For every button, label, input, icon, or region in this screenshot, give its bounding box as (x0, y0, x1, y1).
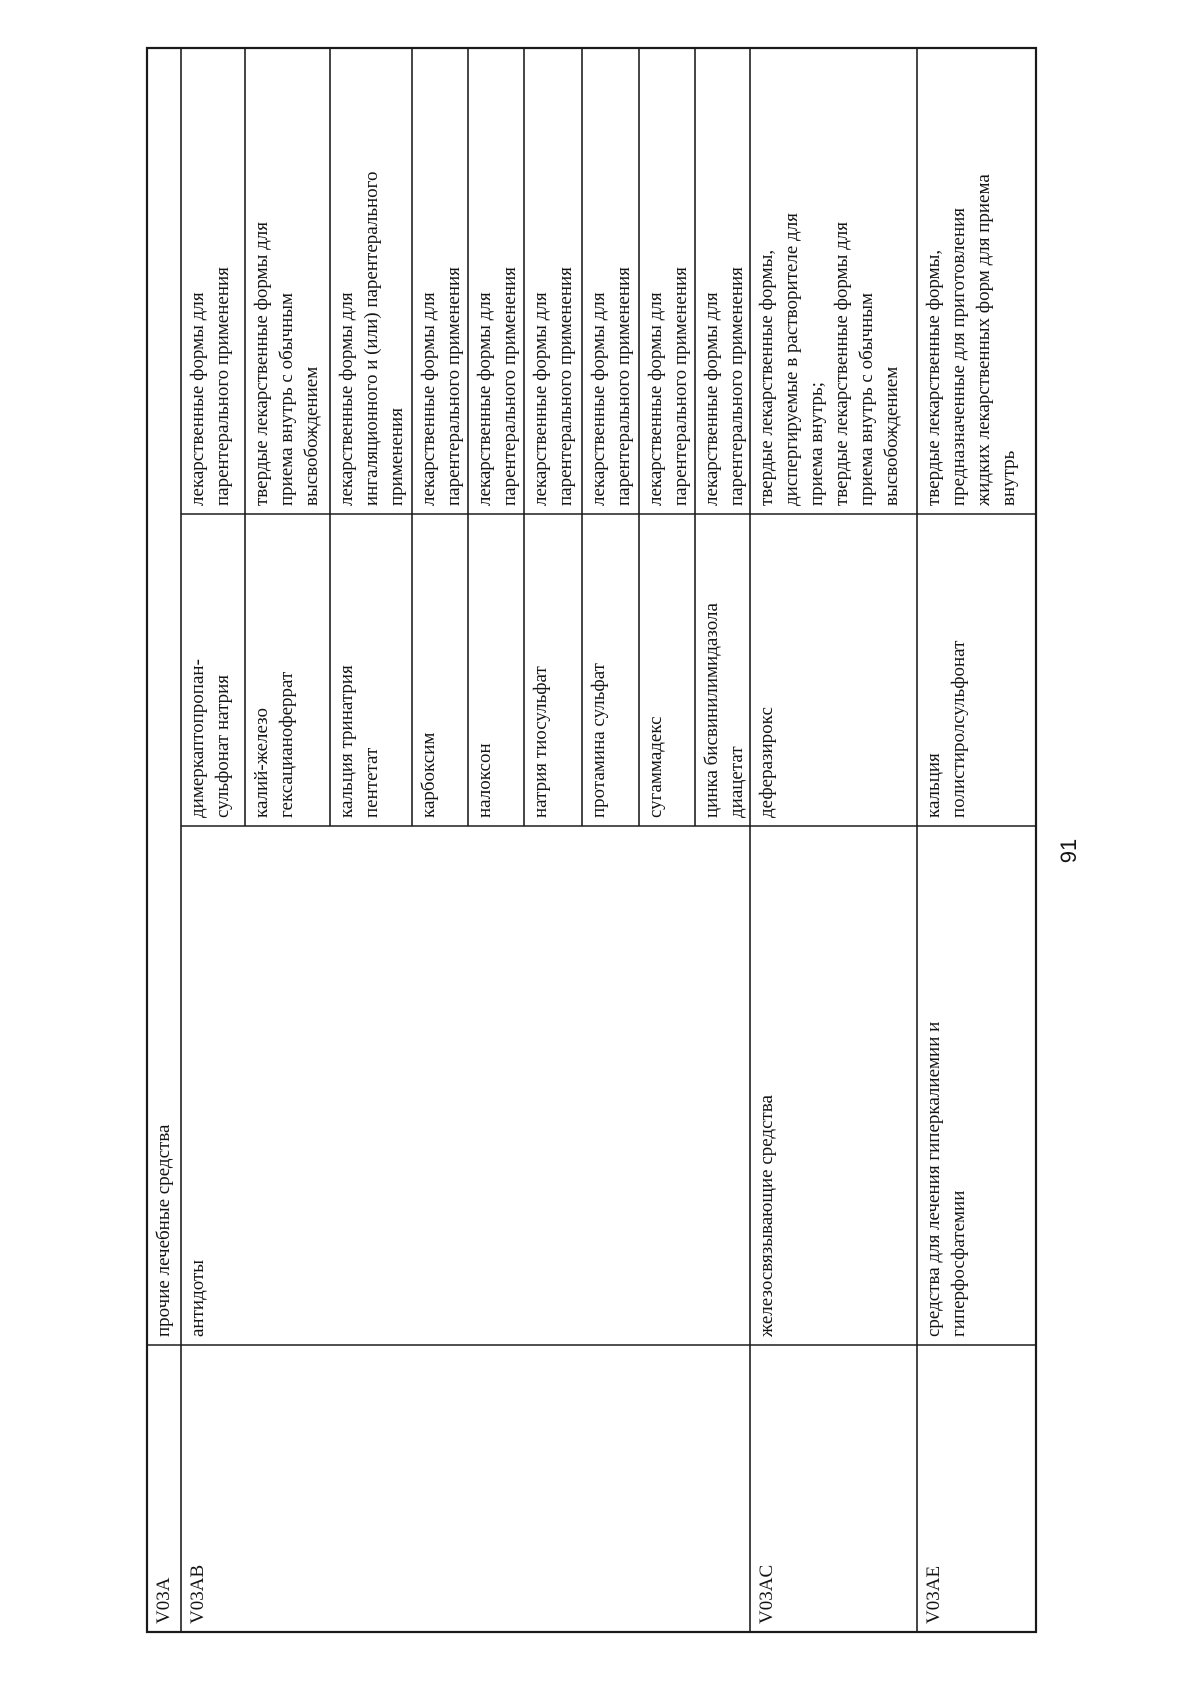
dosage-forms-line: парентерального применения (670, 267, 691, 506)
atc-group-line: железосвязывающие средства (756, 1095, 777, 1337)
atc-group-line: средства для лечения гиперкалиемии и (923, 1021, 944, 1337)
dosage-forms-line: лекарственные формы для (187, 292, 208, 506)
dosage-forms-line: лекарственные формы для (645, 292, 666, 506)
drug-name-line: пентетат (361, 747, 382, 818)
dosage-forms-line: высвобождением (881, 366, 902, 506)
atc-group-line: прочие лечебные средства (153, 1124, 174, 1337)
drug-name-line: карбоксим (418, 732, 439, 818)
dosage-forms-line: диспергируемые в растворителе для (781, 213, 802, 506)
atc-code (756, 1565, 777, 1624)
dosage-forms-line: предназначенные для приготовления (948, 207, 969, 506)
atc-code (187, 1565, 208, 1624)
atc-group (756, 1094, 777, 1338)
drug-name (418, 733, 439, 818)
dosage-forms-line: высвобождением (301, 366, 322, 506)
atc-code-line: V03AB (187, 1564, 208, 1624)
dosage-forms-line: твердые лекарственные формы для (831, 221, 852, 506)
drug-name-line: деферазирокс (756, 707, 777, 818)
atc-code-line: V03AE (923, 1565, 944, 1624)
drug-name (588, 662, 609, 818)
drug-name (474, 743, 495, 818)
drug-name-line: протамина сульфат (588, 663, 609, 818)
dosage-forms-line: твердые лекарственные формы, (923, 249, 944, 506)
dosage-forms-line: лекарственные формы для (418, 292, 439, 506)
atc-code (153, 1577, 174, 1624)
dosage-forms-line: твердые лекарственные формы для (251, 221, 272, 506)
drug-name-line: калий-железо (251, 707, 272, 818)
atc-code-line: V03A (153, 1577, 174, 1624)
dosage-forms-line: применения (386, 408, 407, 506)
dosage-forms-line: парентерального применения (613, 267, 634, 506)
drug-name (756, 707, 777, 818)
dosage-forms-line: жидких лекарственных форм для приема (973, 174, 994, 506)
drug-name-line: сульфонат натрия (212, 674, 233, 818)
dosage-forms-line: лекарственные формы для (336, 292, 357, 506)
drug-name (530, 666, 551, 818)
drug-name (645, 716, 666, 818)
atc-group-line: гиперфосфатемии (948, 1190, 969, 1337)
drug-name-line: кальция тринатрия (336, 665, 357, 818)
dosage-forms-line: парентерального применения (499, 267, 520, 506)
dosage-forms-line: лекарственные формы для (530, 292, 551, 506)
drug-name-line: диацетат (726, 746, 747, 818)
atc-group-line: антидоты (187, 1259, 208, 1337)
dosage-forms-line: лекарственные формы для (474, 292, 495, 506)
atc-group (153, 1124, 174, 1337)
drug-name-line: кальция (923, 753, 944, 818)
dosage-forms-line: приема внутрь с обычным (276, 292, 297, 506)
dosage-forms-line: лекарственные формы для (588, 292, 609, 506)
dosage-forms-line: парентерального применения (212, 267, 233, 506)
dosage-forms-line: парентерального применения (555, 267, 576, 506)
dosage-forms-line: парентерального применения (443, 267, 464, 506)
dosage-forms-line: ингаляционного и (или) парентерального (361, 171, 382, 506)
atc-code (923, 1566, 944, 1624)
drug-name-line: сугаммадекс (645, 716, 666, 818)
drug-name-line: димеркаптопропан- (187, 659, 208, 818)
atc-group (187, 1260, 208, 1337)
dosage-forms-line: лекарственные формы для (701, 292, 722, 506)
atc-code-line: V03AC (756, 1564, 777, 1624)
drug-name-line: натрия тиосульфат (530, 666, 551, 818)
drug-name-line: налоксон (474, 743, 495, 818)
dosage-forms-line: твердые лекарственные формы, (756, 249, 777, 506)
dosage-forms-line: внутрь (998, 450, 1019, 506)
dosage-forms-line: приема внутрь; (806, 382, 827, 506)
dosage-forms-line: приема внутрь с обычным (856, 292, 877, 506)
drug-name-line: гексацианоферрат (276, 671, 297, 818)
page-number: 91 (1056, 838, 1081, 864)
dosage-forms-line: парентерального применения (726, 267, 747, 506)
drug-name-line: полистиролсульфонат (948, 640, 969, 818)
drug-name-line: цинка бисвинилимидазола (701, 603, 722, 818)
